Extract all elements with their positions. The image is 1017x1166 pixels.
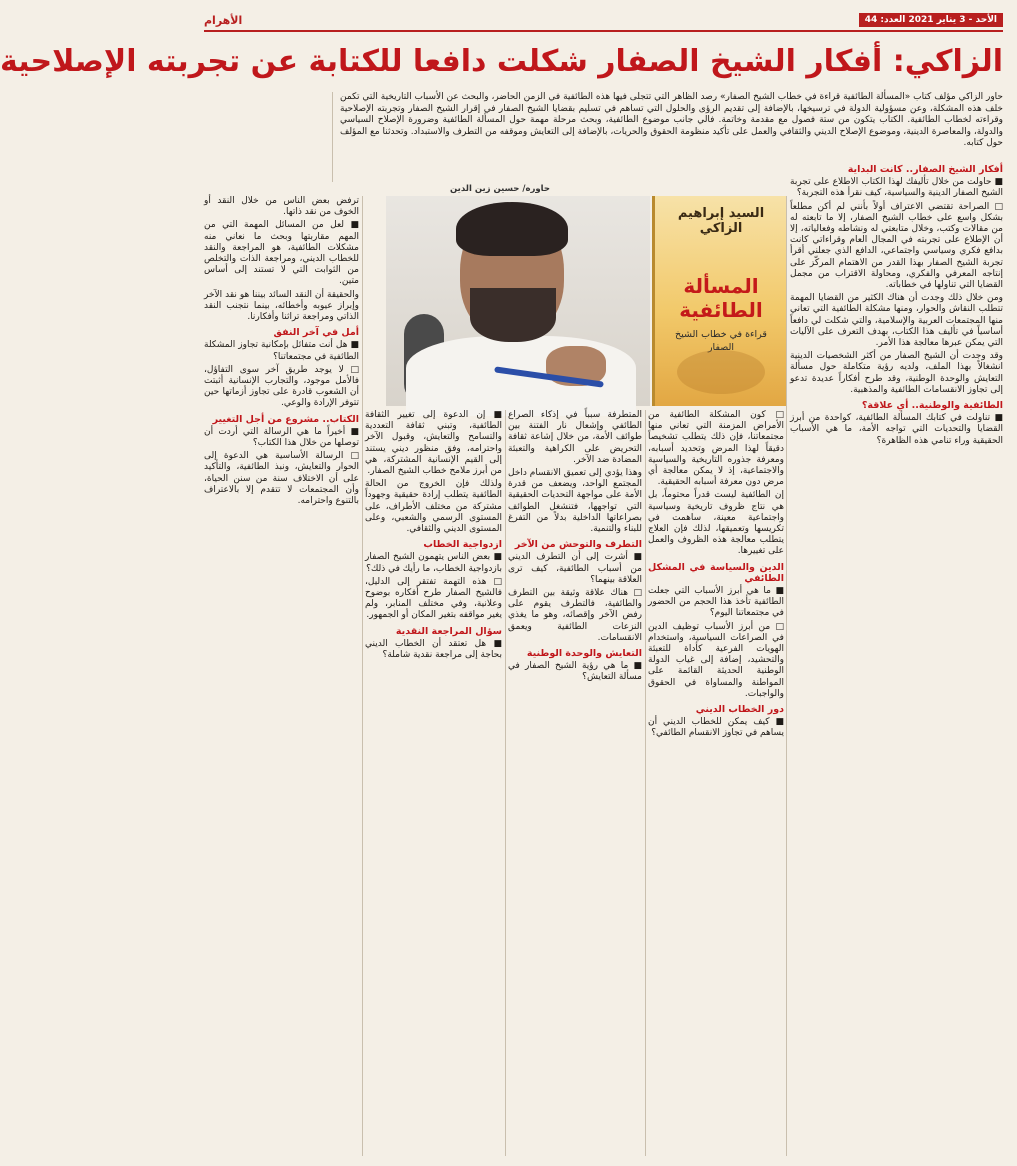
column-2: [648, 410, 784, 1160]
question-text: ■ هل أنت متفائل بإمكانية تجاوز المشكلة الطائفية في مجتمعاتنا؟: [204, 340, 359, 362]
section-heading: سؤال المراجعة النقدية: [395, 625, 502, 637]
column-4: [365, 410, 502, 1160]
section-heading: الطائفية والوطنية.. أي علاقة؟: [861, 400, 1003, 412]
answer-text: □ كون المشكلة الطائفية من الأمراض المزمنة التي تعاني منها مجتمعاتنا، فإن ذلك يتطلب تشخيصاً دقيقاً لهذا المرض وتحديد أسبابه، ومعرفة جذوره التاريخية والسياسية والاجتماعية، إذ لا يمكن معالجة أي مرض دون معرفة أسبابه الحقيقية.: [648, 410, 784, 488]
question-text: ■ هل تعتقد أن الخطاب الديني بحاجة إلى مراجعة نقدية شاملة؟: [365, 638, 502, 661]
byline: حاوره/ حسين زين الدين: [450, 184, 550, 194]
question-text: ■ أشرت إلى أن التطرف الديني من أسباب الطائفية، كيف ترى العلاقة بينهما؟: [508, 552, 642, 585]
section-heading: أمل في آخر النفق: [273, 327, 359, 339]
issue-date: الأحد - 3 يناير 2021 العدد: 44: [859, 13, 1003, 27]
column-1: [790, 160, 1003, 1160]
answer-text: وقد وجدت أن الشيخ الصفار من أكثر الشخصيات الدينية انشغالاً بهذا الملف، ولديه رؤية متكاملة حول مسألة التعايش والوحدة الوطنية، وقد طرح أفكاراً عديدة تدعو إلى تجاوز الانقسامات الطائفية والمذهبية.: [790, 351, 1003, 395]
answer-text: □ لا يوجد طريق آخر سوى التفاؤل، فالأمل موجود، والتجارب الإنسانية أثبتت أن الشعوب قادرة على تجاوز أزماتها حين تتوفر الإرادة والوعي.: [204, 364, 359, 409]
question-text: ■ تناولت في كتابك المسألة الطائفية، كواحدة من أبرز القضايا والتحديات التي تواجه الأمة، ما هي الأسباب الحقيقية وراء تنامي هذه الظاهرة؟: [790, 413, 1003, 446]
answer-text: المتطرفة سبباً في إذكاء الصراع الطائفي وإشعال نار الفتنة بين طوائف الأمة، من خلال إشاعة ثقافة التحريض على الكراهية والتعبئة المضادة ضد الآخر.: [508, 410, 642, 465]
answer-text: ومن خلال ذلك وجدت أن هناك الكثير من القضايا المهمة تتطلب النقاش والحوار، ومنها مشكلة الطائفية التي تعاني منها المجتمعات العربية والإسلامية، والتي شكلت لي دافعاً أساسياً في تأليف هذا الكتاب، بهدف التعرف على الآليات التي يمكن عبرها معالجة هذا الأمر.: [790, 293, 1003, 349]
answer-text: □ هذه التهمة تفتقر إلى الدليل، فالشيخ الصفار طرح أفكاره بوضوح وعلانية، وفي مختلف المنابر، ولم يغير مواقفه بتغير المكان أو الجمهور.: [365, 576, 502, 621]
masthead-bar: [204, 10, 1003, 32]
answer-text: ■ لعل من المسائل المهمة التي من المهم مقاربتها وبحث ما نعاني منه مشكلات الطائفية، هو المراجعة والنقد للخطاب الديني، ومراجعة الذات والتخلص من الثوابت التي لا تستند إلى أساس متين.: [204, 220, 359, 287]
question-text: ■ ما هي أبرز الأسباب التي جعلت الطائفية تأخذ هذا الحجم من الحضور في مجتمعاتنا اليوم؟: [648, 586, 784, 619]
author-photo: [386, 196, 650, 406]
section-heading: التعايش والوحدة الوطنية: [526, 648, 642, 660]
section-heading: الكتاب.. مشروع من أجل التغيير: [212, 413, 359, 425]
question-text: ■ بعض الناس يتهمون الشيخ الصفار بازدواجية الخطاب، ما رأيك في ذلك؟: [365, 552, 502, 574]
section-heading: الدين والسياسة في المشكل الطائفي: [648, 561, 784, 584]
answer-text: ترفض بعض الناس من خلال النقد أو الخوف من نقد ذاتها.: [204, 196, 359, 218]
question-text: ■ أخيراً ما هي الرسالة التي أردت أن توصلها من خلال هذا الكتاب؟: [204, 426, 359, 449]
book-title: المسألة الطائفية: [679, 274, 763, 322]
answer-text: والحقيقة أن النقد السائد بيننا هو نقد الآخر وإبراز عيوبه وأخطائه، بينما نتجنب النقد الذاتي ومراجعة تراثنا وأفكارنا.: [204, 289, 359, 323]
article-lead: حاور الزاكي مؤلف كتاب «المسألة الطائفية قراءة في خطاب الشيخ الصفار» رصد الظاهر التي تتجلى فيها هذه الطائفية في الزمن الحاضر، والبحث عن الأسباب التاريخية التي تكمن خلف هذه المشكلة، وعن مسؤولية الدولة في ترسيخها، بالإضافة إلى تقديم الرؤى والحلول التي تساهم في تسليم بقضايا الشيخ الصفار في إقرار الشيخ الصفار وتجربته الإصلاحية وقراءته لخطاب الطائفية. الكتاب يتكون من ستة فصول مع مقدمة وخاتمة. فالي جانب موضوع الطائفية، وبحث مرحلة مهمة حول المسألة الطائفية وضرورة الإصلاح السياسي والدولة، والمعاصرة الدينية، وموضوع الإصلاح الديني والثقافي والعمل على تأكيد منظومة الحقوق والحريات، بالإضافة إلى التعايش وموقفه من التطرف والاستبداد. وتحدثنا مع المؤلف حول كتابه.: [340, 92, 1003, 149]
section-heading: التطرف والتوحش من الآخر: [514, 539, 642, 551]
section-heading: ازدواجية الخطاب: [423, 539, 502, 551]
question-text: ■ ما هي رؤية الشيخ الصفار في مسألة التعايش؟: [508, 661, 642, 683]
question-text: ■ حاولت من خلال تأليفك لهذا الكتاب الاطلاع على تجربة الشيخ الصفار الدينية والسياسية، كيف نقرأ هذه التجربة؟: [790, 177, 1003, 199]
photo-beard-shape: [470, 288, 556, 342]
answer-text: ■ إن الدعوة إلى تغيير الثقافة الطائفية، وتبني ثقافة التعددية والتسامح والتعايش، وقبول الآخر واحترامه، وفق منظور ديني يستند إلى القيم الإنسانية المشتركة، هي من أبرز ملامح خطاب الشيخ الصفار.: [365, 410, 502, 477]
lead-side-area: [204, 92, 333, 182]
book-cover: [652, 196, 787, 406]
column-divider: [786, 196, 787, 1156]
section-heading: أفكار الشيخ الصفار.. كانت البداية: [847, 164, 1003, 175]
answer-text: □ الرسالة الأساسية هي الدعوة إلى الحوار والتعايش، ونبذ الطائفية، والتأكيد على أن الاختلاف سنة من سنن الحياة، وأن المجتمعات لا تتقدم إلا بالاعتراف بالتنوع واحترامه.: [204, 451, 359, 507]
column-divider: [645, 410, 646, 1156]
column-3: [508, 410, 642, 1160]
question-text: ■ كيف يمكن للخطاب الديني أن يساهم في تجاوز الانقسام الطائفي؟: [648, 717, 784, 739]
answer-text: □ هناك علاقة وثيقة بين التطرف والطائفية، فالتطرف يقوم على رفض الآخر وإقصائه، وهو ما يغذي النزعات الطائفية ويعمق الانقسامات.: [508, 588, 642, 643]
photo-hair-shape: [456, 202, 568, 256]
section-heading: دور الخطاب الديني: [695, 704, 784, 716]
book-subtitle: قراءة في خطاب الشيخ الصفار: [675, 329, 767, 353]
article-headline: الزاكي: أفكار الشيخ الصفار شكلت دافعا للكتابة عن تجربته الإصلاحية: [0, 44, 1003, 79]
column-5: [204, 196, 359, 1160]
answer-text: □ الصراحة تقتضي الاعتراف أولاً بأنني لم أكن مطلعاً بشكل واسع على خطاب الشيخ الصفار، إلا ما تابعته له من مقالات وكتب، وخلال متابعتي له ونشاطه وفعالياته، إلا أن الإطلاع على تجربته في المجال العام وقراءاتي كانت بدافع فكري وسياسي واجتماعي، الدافع الذي جعلني أقرأ تجربة الشيخ الصفار بهذا القدر من الاهتمام المركّز على إنتاجه المعرفي والفكري، ومحاولة الاقتراب من مجمل القضايا التي تناولها في خطاباته.: [790, 201, 1003, 291]
book-decoration: [677, 350, 765, 394]
column-divider: [362, 196, 363, 1156]
book-author: السيد إبراهيم الزاكي: [677, 206, 765, 236]
paper-name: الأهرام: [204, 13, 243, 27]
answer-text: □ من أبرز الأسباب توظيف الدين في الصراعات السياسية، واستخدام الهويات الفرعية كأداة للتعبئة والتحشيد، إضافة إلى غياب الدولة الوطنية الحديثة القائمة على المواطنة والمساواة في الحقوق والواجبات.: [648, 621, 784, 699]
answer-text: ولذلك فإن الخروج من الحالة الطائفية يتطلب إرادة حقيقية وجهوداً مشتركة من مختلف الأطراف، على المستوى الرسمي والشعبي، وعلى المستوى الديني والثقافي.: [365, 479, 502, 535]
column-divider: [505, 410, 506, 1156]
answer-text: إن الطائفية ليست قدراً محتوماً، بل هي نتاج ظروف تاريخية وسياسية واجتماعية معينة، ساهمت في تكريسها وتعميقها، لذلك فإن العلاج يتطلب معالجة هذه الظروف والعمل على تغييرها.: [648, 490, 784, 557]
answer-text: وهذا يؤدي إلى تعميق الانقسام داخل المجتمع الواحد، ويضعف من قدرة الأمة على مواجهة التحديات الحقيقية التي تواجهها، فتنشغل الطوائف بصراعاتها الداخلية بدلاً من التفرغ للبناء والتنمية.: [508, 468, 642, 535]
